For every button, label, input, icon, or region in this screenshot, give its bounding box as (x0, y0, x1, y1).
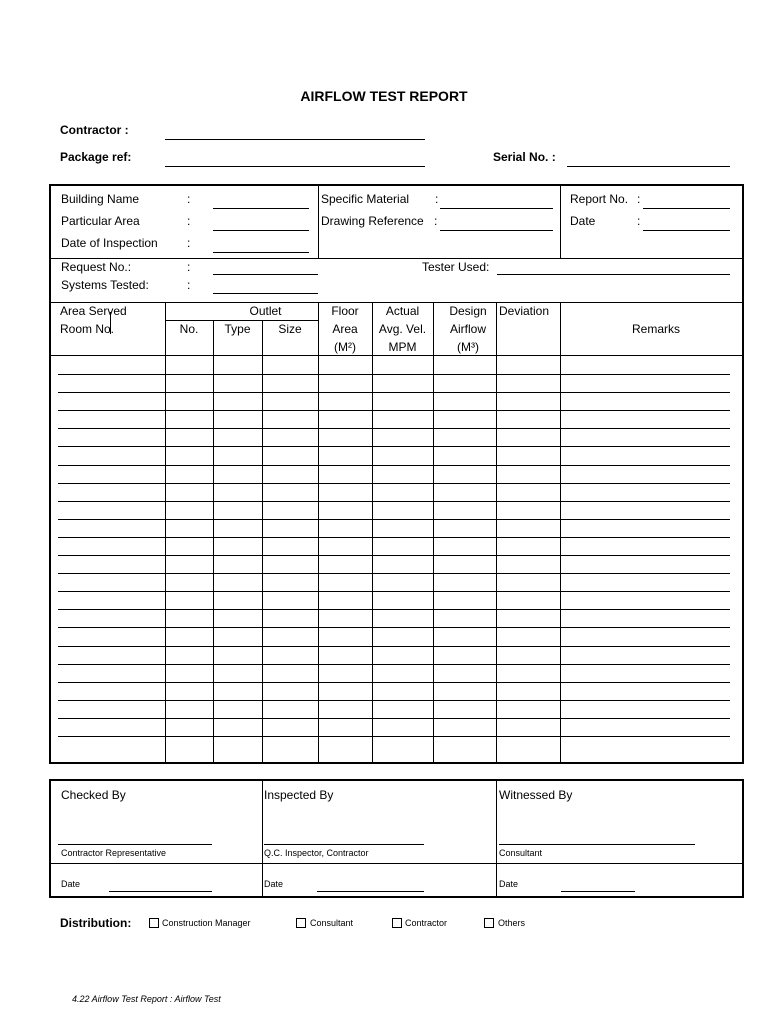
others-option: Others (498, 918, 526, 928)
colon: : (637, 192, 641, 206)
colon: : (187, 236, 191, 250)
contractor-rep-caption: Contractor Representative (61, 848, 167, 858)
checked-by-signature-line[interactable] (58, 844, 212, 845)
col-divider (496, 780, 497, 897)
date-of-inspection-field[interactable] (213, 252, 309, 253)
inspected-by-label: Inspected By (264, 788, 334, 802)
divider (165, 320, 318, 321)
table-row[interactable] (58, 519, 730, 520)
text-cursor (110, 312, 111, 334)
divider (50, 863, 742, 864)
divider (50, 258, 742, 259)
table-row[interactable] (58, 465, 730, 466)
date-label: Date (264, 879, 284, 889)
page-title: AIRFLOW TEST REPORT (300, 88, 468, 104)
specific-material-label: Specific Material (321, 192, 410, 206)
package-ref-field[interactable] (165, 166, 425, 167)
colon: : (187, 278, 191, 292)
col-remarks: Remarks (631, 322, 680, 336)
col-type: Type (224, 322, 251, 336)
header-bottom-divider (50, 355, 742, 356)
divider (560, 185, 561, 258)
building-name-label: Building Name (61, 192, 140, 206)
divider (318, 185, 319, 258)
distribution-label: Distribution: (60, 916, 132, 930)
drawing-reference-label: Drawing Reference (321, 214, 424, 228)
col-avg-vel: Avg. Vel. (378, 322, 427, 336)
consultant-checkbox[interactable] (296, 918, 306, 928)
table-row[interactable] (58, 664, 730, 665)
witnessed-date-field[interactable] (561, 891, 635, 892)
table-row[interactable] (58, 374, 730, 375)
particular-area-field[interactable] (213, 230, 309, 231)
table-row[interactable] (58, 446, 730, 447)
package-ref-label: Package ref: (60, 150, 132, 164)
request-no-label: Request No.: (61, 260, 132, 274)
table-row[interactable] (58, 736, 730, 737)
drawing-reference-field[interactable] (440, 230, 553, 231)
colon: : (435, 192, 439, 206)
qc-inspector-caption: Q.C. Inspector, Contractor (264, 848, 369, 858)
colon: : (637, 214, 641, 228)
construction-manager-option: Construction Manager (162, 918, 251, 928)
table-row[interactable] (58, 700, 730, 701)
table-row[interactable] (58, 392, 730, 393)
table-row[interactable] (58, 646, 730, 647)
checked-date-field[interactable] (109, 891, 212, 892)
date-field[interactable] (643, 230, 730, 231)
request-no-field[interactable] (213, 274, 318, 275)
inspected-date-field[interactable] (317, 891, 424, 892)
witnessed-by-label: Witnessed By (499, 788, 573, 802)
colon: : (187, 260, 191, 274)
contractor-option: Contractor (405, 918, 448, 928)
contractor-checkbox[interactable] (392, 918, 402, 928)
colon: : (187, 192, 191, 206)
colon: : (187, 214, 191, 228)
tester-used-field[interactable] (497, 274, 730, 275)
col-design: Design (449, 304, 487, 318)
report-no-label: Report No. (570, 192, 629, 206)
divider (50, 302, 742, 303)
serial-no-label: Serial No. : (493, 150, 556, 164)
tester-used-label: Tester Used: (422, 260, 490, 274)
col-m2: (M²) (334, 340, 356, 354)
table-row[interactable] (58, 483, 730, 484)
particular-area-label: Particular Area (61, 214, 140, 228)
footer-text: 4.22 Airflow Test Report : Airflow Test (72, 994, 221, 1004)
col-no: No. (179, 322, 199, 336)
col-area-served: Area Served (60, 304, 127, 318)
col-room-no: Room No. (60, 322, 115, 336)
table-row[interactable] (58, 573, 730, 574)
col-deviation: Deviation (499, 304, 550, 318)
report-no-field[interactable] (643, 208, 730, 209)
col-divider (433, 302, 434, 763)
witnessed-by-signature-line[interactable] (499, 844, 695, 845)
checked-by-label: Checked By (61, 788, 126, 802)
col-outlet: Outlet (249, 304, 282, 318)
col-mpm: MPM (388, 340, 417, 354)
col-divider (262, 320, 263, 763)
table-row[interactable] (58, 718, 730, 719)
systems-tested-field[interactable] (213, 293, 318, 294)
building-name-field[interactable] (213, 208, 309, 209)
col-divider (496, 302, 497, 763)
table-row[interactable] (58, 410, 730, 411)
col-divider (165, 302, 166, 763)
col-actual: Actual (385, 304, 420, 318)
col-size: Size (278, 322, 302, 336)
others-checkbox[interactable] (484, 918, 494, 928)
col-floor: Floor (331, 304, 359, 318)
serial-no-field[interactable] (567, 166, 730, 167)
col-m3: (M³) (457, 340, 479, 354)
col-divider (262, 780, 263, 897)
table-row[interactable] (58, 682, 730, 683)
table-row[interactable] (58, 591, 730, 592)
col-divider (318, 302, 319, 763)
construction-manager-checkbox[interactable] (149, 918, 159, 928)
table-row[interactable] (58, 627, 730, 628)
table-row[interactable] (58, 537, 730, 538)
date-label: Date (499, 879, 519, 889)
inspected-by-signature-line[interactable] (264, 844, 424, 845)
systems-tested-label: Systems Tested: (61, 278, 149, 292)
date-of-inspection-label: Date of Inspection (61, 236, 158, 250)
table-row[interactable] (58, 428, 730, 429)
col-divider (372, 302, 373, 763)
col-airflow: Airflow (449, 322, 486, 336)
table-row[interactable] (58, 501, 730, 502)
date-label: Date (570, 214, 596, 228)
col-area: Area (332, 322, 358, 336)
consultant-option: Consultant (310, 918, 354, 928)
table-row[interactable] (58, 555, 730, 556)
specific-material-field[interactable] (440, 208, 553, 209)
consultant-caption: Consultant (499, 848, 543, 858)
contractor-label: Contractor : (60, 123, 129, 137)
table-row[interactable] (58, 609, 730, 610)
main-table (49, 184, 744, 764)
contractor-field[interactable] (165, 139, 425, 140)
col-divider (560, 302, 561, 763)
colon: : (434, 214, 438, 228)
signoff-table (49, 779, 744, 898)
date-label: Date (61, 879, 81, 889)
col-divider (213, 320, 214, 763)
